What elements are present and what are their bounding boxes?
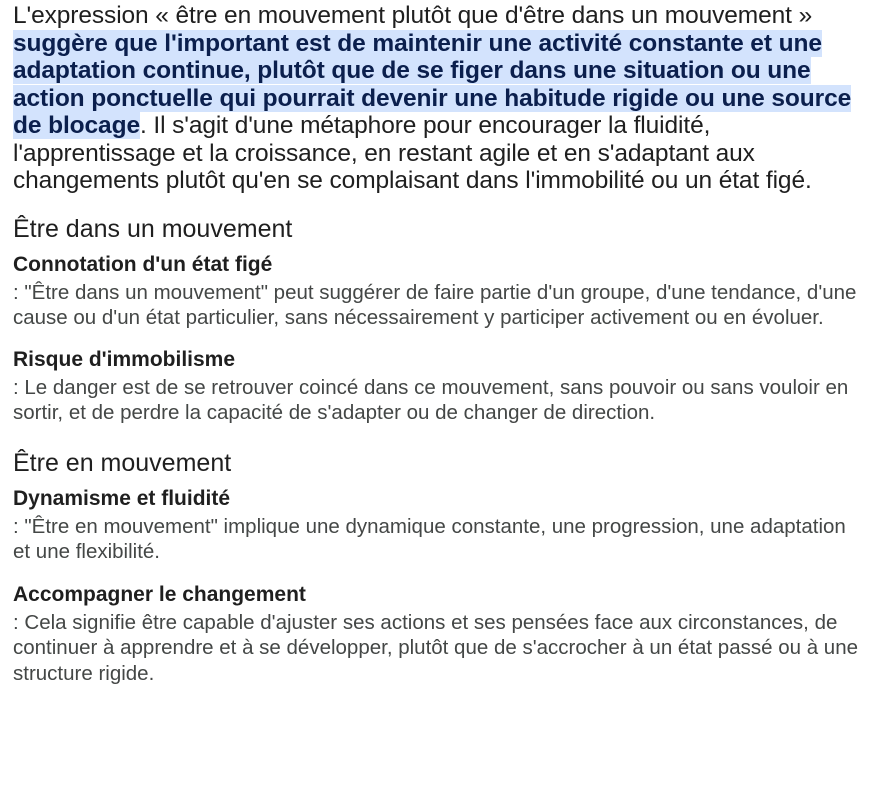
item-body-etat-fige: : "Être dans un mouvement" peut suggérer de faire partie d'un groupe, d'une tendance, d'une cause ou d'un état particulier, sans nécessairement y participer activement ou en évoluer. [13, 280, 857, 329]
item-body-changement: : Cela signifie être capable d'ajuster ses actions et ses pensées face aux circonstances, de continuer à apprendre et à se développer, plutôt que de s'accrocher à un état passé ou à une structure rigide. [13, 610, 859, 685]
item-body-immobilisme: : Le danger est de se retrouver coincé dans ce mouvement, sans pouvoir ou sans vouloir en sortir, et de perdre la capacité de s'adapter ou de changer de direction. [13, 375, 849, 424]
item-title-dynamisme: Dynamisme et fluidité [13, 486, 231, 510]
intro-highlight[interactable]: suggère que l'important est de maintenir une activité constante et une adaptation continue, plutôt que de se figer dans une situation ou une action ponctuelle qui pourrait devenir une habitude rigide ou une source de blocage [13, 29, 852, 139]
intro-lead: L'expression « être en mouvement plutôt que d'être dans un mouvement » [13, 2, 813, 29]
item-title-etat-fige: Connotation d'un état figé [13, 252, 273, 276]
item-title-immobilisme: Risque d'immobilisme [13, 347, 236, 371]
section-title-dans-un-mouvement: Être dans un mouvement [13, 214, 293, 243]
response-content [13, 0, 868, 686]
intro-paragraph [13, 0, 868, 195]
intro-tail: . Il s'agit d'une métaphore pour encourager la fluidité, l'apprentissage et la croissance, en restant agile et en s'adaptant aux changements plutôt qu'en se complaisant dans l'immobilité ou un état figé. [13, 112, 812, 194]
item-title-changement: Accompagner le changement [13, 582, 306, 606]
item-body-dynamisme: : "Être en mouvement" implique une dynamique constante, une progression, une adaptation et une flexibilité. [13, 514, 846, 563]
section-title-en-mouvement: Être en mouvement [13, 448, 232, 477]
